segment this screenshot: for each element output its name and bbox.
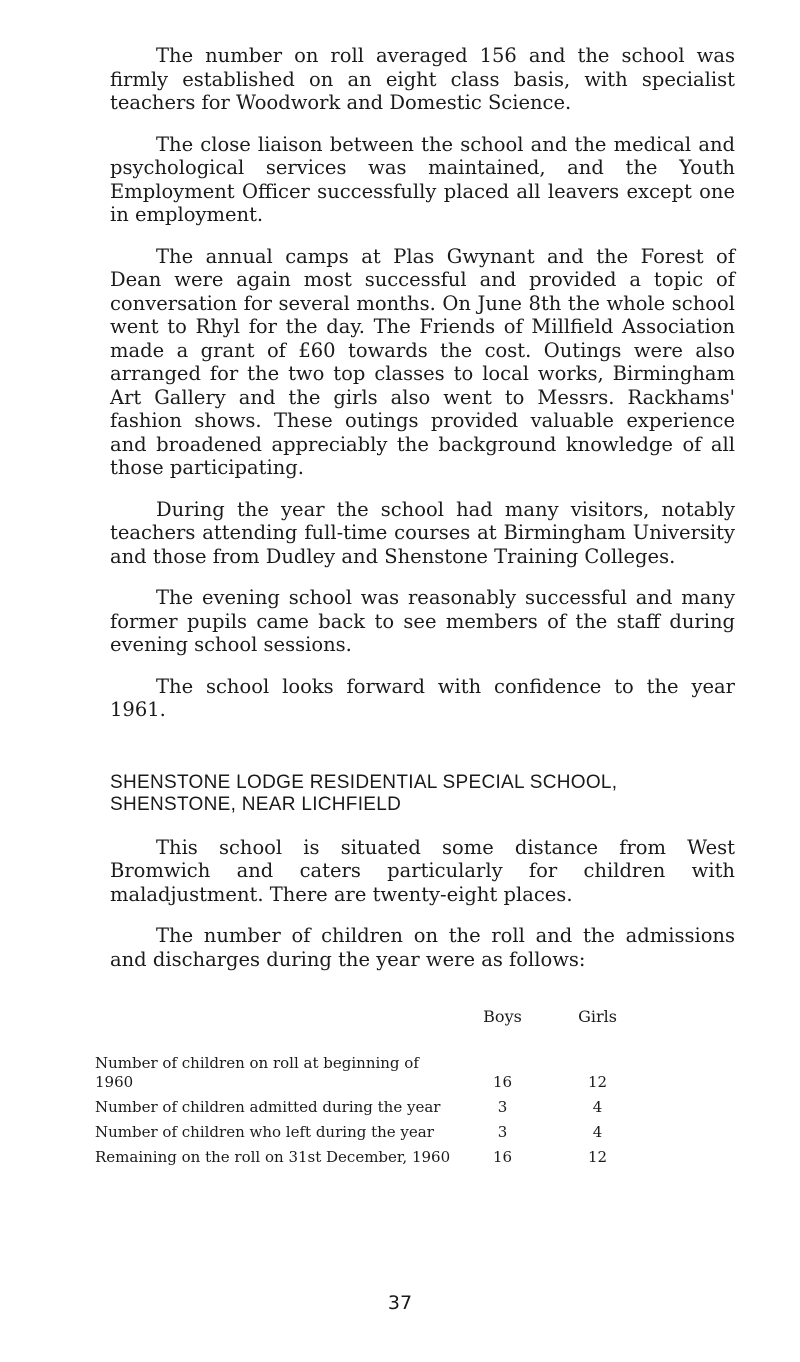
row-boys: 16 — [492, 1148, 513, 1166]
row-boys: 16 — [492, 1073, 513, 1091]
paragraph-camps: The annual camps at Plas Gwynant and the Forest of Dean were again most successful and provided a topic of conversation for several months. On June 8th the whole school went to Rhyl for the day. The Friends of Millfield Association made a grant of £60 towards the cost. Outings were also arranged for the two top classes to local works, Birmingham Art Gallery and the girls also went to Messrs. Rackhams' fashion shows. These outings provided valuable experience and broadened appreciably the background knowledge of all those participating. — [110, 244, 735, 479]
paragraph-outlook: The school looks forward with confidence to the year 1961. — [110, 674, 735, 721]
section-heading: SHENSTONE LODGE RESIDENTIAL SPECIAL SCHOOL, SHENSTONE, NEAR LICHFIELD — [110, 771, 618, 815]
row-girls: 12 — [587, 1073, 608, 1091]
row-label: Remaining on the roll on 31st December, 1960 — [95, 1148, 451, 1166]
table-header-row — [95, 1007, 645, 1054]
row-label: Number of children admitted during the year — [95, 1098, 441, 1116]
table-row — [95, 1054, 645, 1098]
paragraph-evening-school: The evening school was reasonably successful and many former pupils came back to see members of the staff during evening school sessions. — [110, 586, 735, 656]
row-label: Number of children on roll at beginning of 1960 — [95, 1054, 419, 1091]
row-boys: 3 — [497, 1098, 508, 1116]
page-content — [95, 44, 735, 1173]
paragraph-number-on-roll: The number on roll averaged 156 and the school was firmly established on an eight class basis, with specialist teachers for Woodwork and Domestic Science. — [110, 44, 735, 114]
header-boys: Boys — [483, 1007, 522, 1026]
table-row — [95, 1123, 645, 1148]
roll-statistics-table — [95, 1007, 645, 1173]
header-empty — [95, 1007, 455, 1054]
row-girls: 4 — [592, 1098, 603, 1116]
header-girls: Girls — [578, 1007, 617, 1026]
row-girls: 12 — [587, 1148, 608, 1166]
paragraph-liaison: The close liaison between the school and the medical and psychological services was maintained, and the Youth Employment Officer successfully placed all leavers except one in employment. — [110, 132, 735, 226]
row-girls: 4 — [592, 1123, 603, 1141]
paragraph-school-situation: This school is situated some distance from West Bromwich and caters particularly for children with maladjustment. There are twenty-eight places. — [110, 835, 735, 906]
table-row — [95, 1148, 645, 1173]
row-label: Number of children who left during the year — [95, 1123, 434, 1141]
paragraph-visitors: During the year the school had many visitors, notably teachers attending full-time courses at Birmingham University and those from Dudley and Shenstone Training Colleges. — [110, 497, 735, 568]
paragraph-admissions-intro: The number of children on the roll and the admissions and discharges during the year were as follows: — [110, 924, 735, 971]
table-row — [95, 1098, 645, 1123]
row-boys: 3 — [497, 1123, 508, 1141]
page-number: 37 — [387, 1292, 413, 1314]
